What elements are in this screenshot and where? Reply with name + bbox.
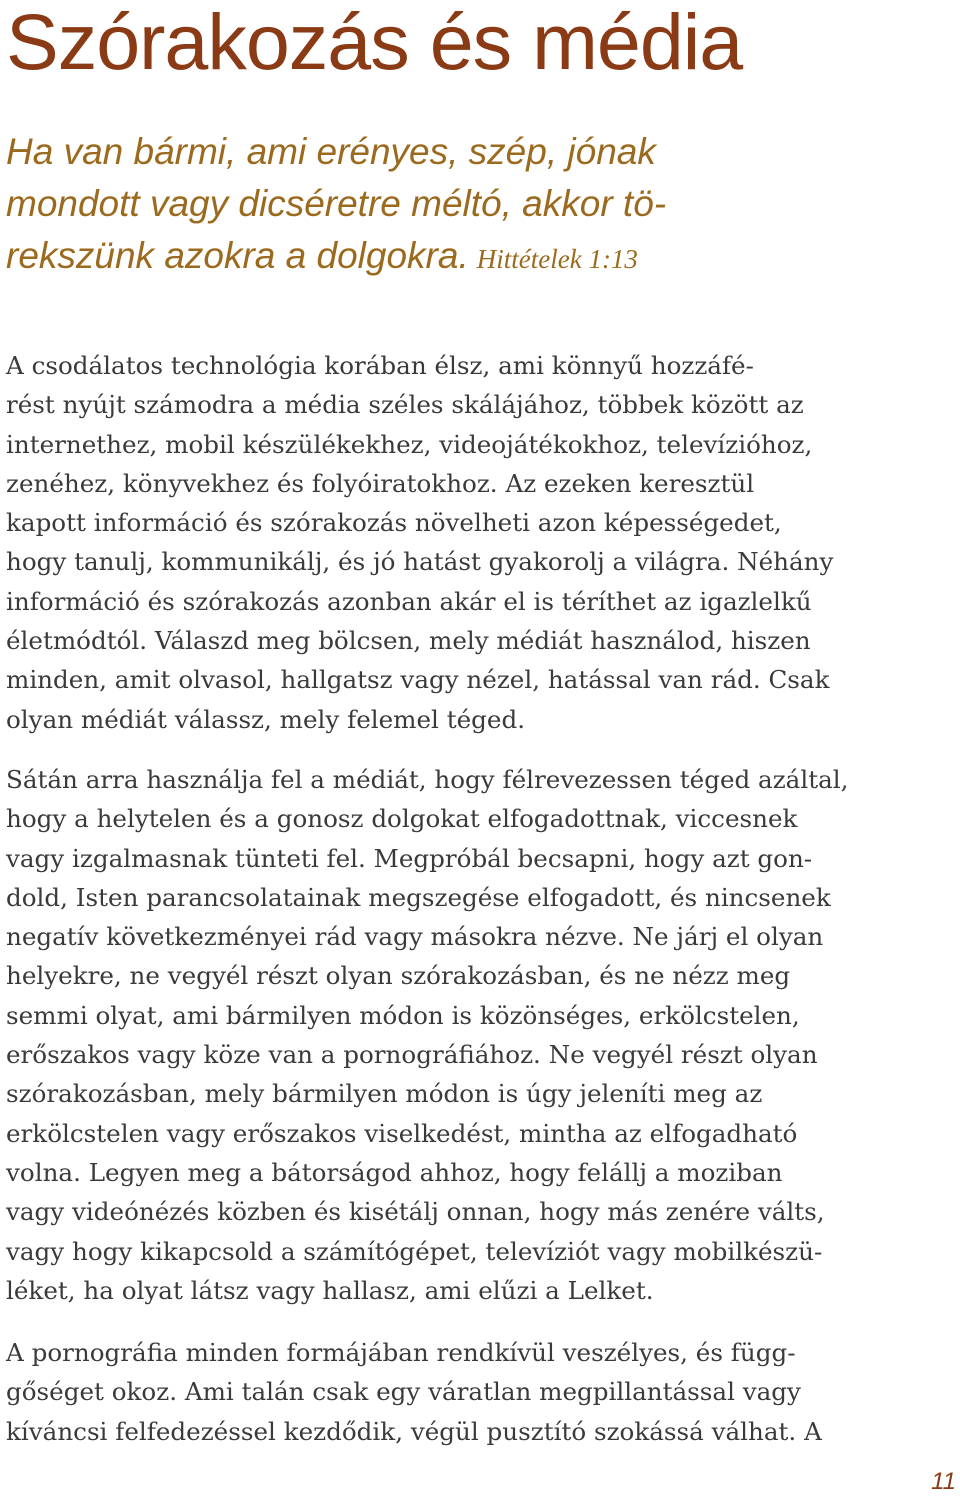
paragraph-line: erőszakos vagy köze van a pornográfiához. Ne vegyél részt olyan <box>6 1040 818 1070</box>
paragraph-line: rést nyújt számodra a média széles skálájához, többek között az <box>6 390 804 420</box>
page-number: 11 <box>931 1468 956 1495</box>
paragraph-line: zenéhez, könyvekhez és folyóiratokhoz. Az ezeken keresztül <box>6 468 755 498</box>
paragraph-line: kapott információ és szórakozás növelheti azon képességedet, <box>6 508 782 538</box>
paragraph-line: volna. Legyen meg a bátorságod ahhoz, hogy felállj a moziban <box>6 1157 783 1187</box>
quote-line-text: rekszünk azokra a dolgokra. <box>6 235 469 276</box>
paragraph-line: Sátán arra használja fel a médiát, hogy félrevezessen téged azáltal, <box>6 765 849 794</box>
paragraph-line: vagy videónézés közben és kisétálj onnan, hogy más zenére válts, <box>6 1197 825 1227</box>
paragraph-line: negatív következményei rád vagy másokra nézve. Ne járj el olyan <box>6 922 824 952</box>
page-title: Szórakozás és média <box>6 0 743 86</box>
paragraph-line: olyan médiát válassz, mely felemel téged. <box>6 704 526 734</box>
paragraph-line: helyekre, ne vegyél részt olyan szórakozásban, és ne nézz meg <box>6 961 791 991</box>
paragraph-technology <box>6 346 946 739</box>
paragraph-line: A csodálatos technológia korában élsz, ami könnyű hozzáfé- <box>6 351 754 380</box>
paragraph-line: léket, ha olyat látsz vagy hallasz, ami elűzi a Lelket. <box>6 1275 654 1305</box>
paragraph-line: információ és szórakozás azonban akár el is téríthet az igazlelkű <box>6 586 812 616</box>
paragraph-line: vagy hogy kikapcsold a számítógépet, televíziót vagy mobilkészü- <box>6 1236 823 1266</box>
scripture-quote <box>6 126 946 285</box>
paragraph-line: minden, amit olvasol, hallgatsz vagy nézel, hatással van rád. Csak <box>6 665 830 695</box>
quote-line: mondott vagy dicséretre méltó, akkor tö- <box>6 183 667 224</box>
paragraph-line: hogy tanulj, kommunikálj, és jó hatást gyakorolj a világra. Néhány <box>6 547 834 577</box>
paragraph-line: semmi olyat, ami bármilyen módon is közönséges, erkölcstelen, <box>6 1000 800 1030</box>
quote-reference: Hittételek 1:13 <box>476 244 638 274</box>
quote-line <box>6 230 946 285</box>
paragraph-line: vagy izgalmasnak tünteti fel. Megpróbál becsapni, hogy azt gon- <box>6 843 813 873</box>
paragraph-line: erkölcstelen vagy erőszakos viselkedést, mintha az elfogadható <box>6 1118 798 1148</box>
paragraph-line: A pornográfia minden formájában rendkívül veszélyes, és függ- <box>6 1338 796 1367</box>
quote-line: Ha van bármi, ami erényes, szép, jónak <box>6 131 656 172</box>
paragraph-satan <box>6 760 946 1310</box>
paragraph-line: gőséget okoz. Ami talán csak egy váratlan megpillantással vagy <box>6 1377 801 1407</box>
paragraph-line: szórakozásban, mely bármilyen módon is úgy jeleníti meg az <box>6 1079 763 1109</box>
paragraph-line: internethez, mobil készülékekhez, videojátékokhoz, televízióhoz, <box>6 429 813 459</box>
paragraph-pornography <box>6 1333 946 1451</box>
paragraph-line: dold, Isten parancsolatainak megszegése elfogadott, és nincsenek <box>6 882 831 912</box>
paragraph-line: életmódtól. Válaszd meg bölcsen, mely médiát használod, hiszen <box>6 626 811 656</box>
paragraph-line: kíváncsi felfedezéssel kezdődik, végül pusztító szokássá válhat. A <box>6 1416 822 1446</box>
paragraph-line: hogy a helytelen és a gonosz dolgokat elfogadottnak, viccesnek <box>6 804 798 834</box>
